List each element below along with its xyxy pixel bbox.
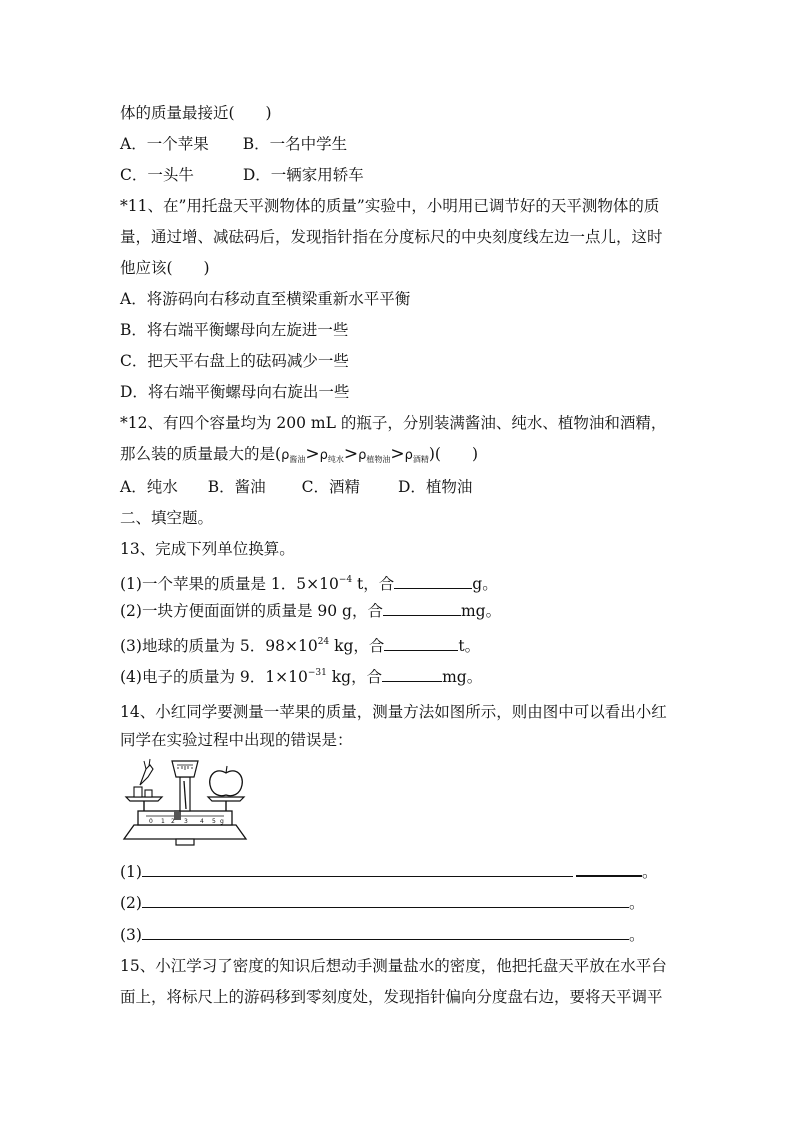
q12-option-c: C．酒精 [301, 478, 360, 496]
q14-blank3 [120, 925, 644, 945]
q12-option-b: B．酱油 [207, 478, 266, 496]
q14-blank2 [120, 893, 644, 913]
answer-blank[interactable] [382, 667, 442, 682]
q10-options-row1 [120, 134, 347, 154]
q11-option-a: A．将游码向右移动直至横梁重新水平平衡 [120, 290, 411, 308]
q13-part3 [120, 632, 480, 656]
q13-part1-unit: g。 [472, 575, 498, 593]
answer-blank[interactable] [383, 601, 461, 616]
q11-option-b: B．将右端平衡螺母向左旋进一些 [120, 321, 349, 339]
q12-line2-prefix: 那么装的质量最大的是( [120, 445, 282, 463]
q12-option-d: D．植物油 [397, 478, 473, 496]
answer-blank[interactable] [142, 893, 629, 908]
q13-part2 [120, 601, 501, 621]
q12-line1: *12、有四个容量均为 200 mL 的瓶子，分别装满酱油、纯水、植物油和酒精， [120, 414, 667, 432]
weight-icon [134, 787, 142, 797]
q15-line2: 面上，将标尺上的游码移到零刻度处，发现指针偏向分度盘右边，要将天平调平 [120, 988, 663, 1006]
blank-label: (3) [120, 926, 142, 944]
q13-part4-text: (4)电子的质量为 9．1×10 [120, 668, 308, 686]
exponent: −4 [338, 575, 353, 585]
blank-end: 。 [641, 863, 658, 881]
q13-part4-unit: mg。 [442, 668, 483, 686]
answer-blank[interactable] [384, 636, 458, 651]
q10-stem-tail: 体的质量最接近( ) [120, 104, 272, 122]
q12-line2 [120, 444, 478, 470]
rho-symbol: ρ [319, 448, 328, 463]
greater-than-symbol: > [343, 444, 359, 464]
greater-than-symbol: > [305, 444, 320, 464]
scale-tick-3: 3 [184, 818, 188, 825]
q12-options [120, 477, 472, 497]
blank-label: (1) [120, 863, 142, 881]
answer-blank[interactable] [142, 862, 573, 877]
section-title: 二、填空题。 [120, 509, 214, 527]
answer-blank[interactable] [576, 861, 642, 877]
rho-sub-soy: 酱油 [289, 455, 306, 464]
q12-line2-suffix: )( ) [428, 445, 479, 463]
blank-end: 。 [628, 926, 645, 944]
q13-part3-text: (3)地球的质量为 5．98×10 [120, 637, 318, 655]
q11-option-d: D．将右端平衡螺母向右旋出一些 [120, 383, 350, 401]
q10-options-row2 [120, 165, 364, 185]
q15-line1: 15、小江学习了密度的知识后想动手测量盐水的密度，他把托盘天平放在水平台 [120, 957, 667, 975]
q11-line2: 量，通过增、减砝码后，发现指针指在分度标尺的中央刻度线左边一点儿，这时 [120, 228, 663, 246]
answer-blank[interactable] [142, 925, 629, 940]
q11-line1: *11、在”用托盘天平测物体的质量”实验中，小明用已调节好的天平测物体的质 [120, 197, 660, 215]
q14-line1: 14、小红同学要测量一苹果的质量，测量方法如图所示，则由图中可以看出小红 [120, 703, 667, 721]
rho-sub-alcohol: 酒精 [412, 455, 429, 464]
q11-option-c: C．把天平右盘上的砝码减少一些 [120, 352, 349, 370]
exponent: 24 [317, 637, 330, 647]
scale-tick-4: 4 [200, 818, 204, 825]
q13-part3-unit: t。 [458, 637, 481, 655]
rho-sub-oil: 植物油 [366, 455, 391, 464]
exponent: −31 [307, 668, 327, 678]
blank-end: 。 [628, 894, 645, 912]
q11-line3: 他应该( ) [120, 259, 210, 277]
q13-part4 [120, 663, 482, 687]
weight-icon [145, 790, 152, 797]
rho-symbol: ρ [281, 448, 290, 463]
q10-option-a: A．一个苹果 [120, 135, 209, 153]
blank-label: (2) [120, 894, 142, 912]
hand-icon [140, 765, 153, 785]
scale-tick-5: 5 [212, 818, 216, 825]
q10-option-d: D．一辆家用轿车 [242, 166, 364, 184]
rho-symbol: ρ [404, 448, 413, 463]
balance-illustration [120, 755, 250, 851]
q13-stem: 13、完成下列单位换算。 [120, 540, 295, 558]
q14-line2: 同学在实验过程中出现的错误是： [120, 731, 353, 749]
q13-part1-text2: t，合 [352, 575, 395, 593]
q10-option-b: B．一名中学生 [242, 135, 348, 153]
balance-figure [120, 755, 250, 855]
q13-part2-unit: mg。 [460, 602, 502, 620]
q13-part1-text: (1)一个苹果的质量是 1．5×10 [120, 575, 339, 593]
q13-part2-text: (2)一块方便面面饼的质量是 90 g，合 [120, 602, 383, 620]
apple-icon [210, 771, 243, 796]
q12-option-a: A．纯水 [120, 478, 178, 496]
q14-blank1 [120, 861, 657, 882]
rho-symbol: ρ [358, 448, 367, 463]
scale-tick-1: 1 [161, 818, 165, 825]
answer-blank[interactable] [394, 574, 472, 589]
q10-option-c: C．一头牛 [120, 166, 194, 184]
scale-tick-0: 0 [149, 818, 153, 825]
q13-part3-text2: kg，合 [329, 637, 385, 655]
scale-tick-2: 2 [171, 818, 175, 825]
rho-sub-water: 纯水 [327, 455, 344, 464]
q13-part1 [120, 570, 498, 594]
scale-unit-g: g [220, 818, 224, 825]
q13-part4-text2: kg，合 [326, 668, 383, 686]
greater-than-symbol: > [390, 444, 405, 464]
